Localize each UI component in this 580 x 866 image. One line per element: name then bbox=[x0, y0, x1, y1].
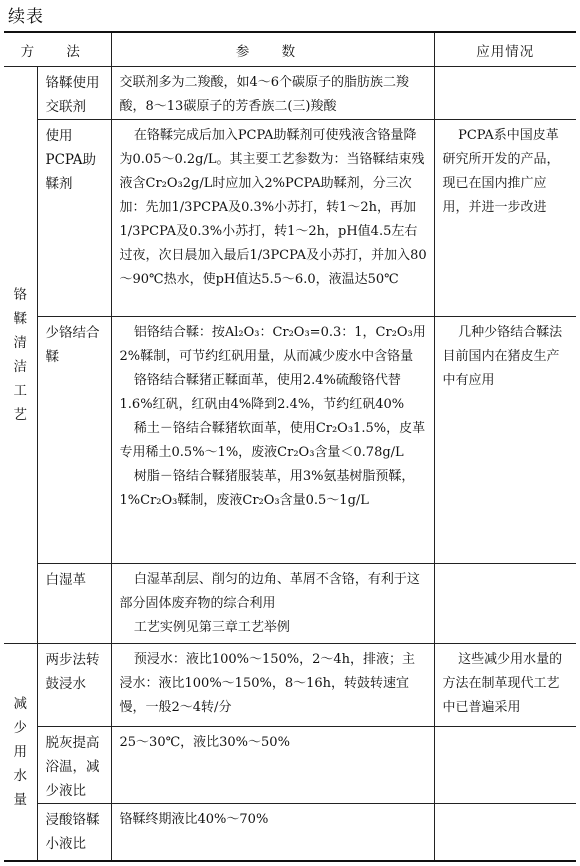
params-text: 交联剂多为二羧酸，如4～6个碳原子的脂肪族二羧酸，8～13碳原子的芳香族二(三)羧酸 bbox=[119, 75, 410, 114]
params-cell bbox=[111, 120, 434, 317]
application-cell: 这些减少用水量的方法在制革现代工艺中已普遍采用 bbox=[434, 644, 576, 727]
category-label: 铬鞣清洁工艺 bbox=[13, 287, 27, 423]
params-text: 铬鞣终期液比40%～70% bbox=[119, 812, 269, 827]
params-text: 白湿革刮层、削匀的边角、革屑不含铬，有利于这部分固体废弃物的综合利用 bbox=[119, 572, 420, 611]
method-cell: 少铬结合鞣 bbox=[37, 317, 111, 564]
params-cell bbox=[111, 644, 434, 727]
params-text: 铝铬结合鞣：按Al₂O₃：Cr₂O₃=0.3：1，Cr₂O₃用2%鞣制，可节约红矾用量，从而减少废水中含铬量 bbox=[119, 325, 426, 364]
application-cell bbox=[434, 564, 576, 644]
application-cell bbox=[434, 727, 576, 804]
table-row bbox=[4, 317, 576, 564]
params-text: 在铬鞣完成后加入PCPA助鞣剂可使残液含铬量降为0.05～0.2g/L。其主要工艺参数为：当铬鞣结束残液含Cr₂O₃2g/L时应加入2%PCPA助鞣剂，分三次加：先加1/3PCPA及0.3%小苏打，转1～2h，再加1/3PCPA及0.3%小苏打，转1～2h，pH值4.5左右过夜，次日晨加入最后1/3PCPA及小苏打，并加入80～90℃热水，使pH值达5.5～6.0，液温达50℃ bbox=[119, 128, 427, 287]
params-cell bbox=[111, 564, 434, 644]
header-application: 应用情况 bbox=[434, 32, 576, 67]
method-cell: 浸酸铬鞣小液比 bbox=[37, 804, 111, 862]
table-row bbox=[4, 120, 576, 317]
application-cell: 几种少铬结合鞣法目前国内在猪皮生产中有应用 bbox=[434, 317, 576, 564]
method-cell: 白湿革 bbox=[37, 564, 111, 644]
params-text: 工艺实例见第三章工艺举例 bbox=[133, 620, 290, 635]
header-params: 参 数 bbox=[111, 32, 434, 67]
method-cell: 脱灰提高浴温，减少液比 bbox=[37, 727, 111, 804]
params-text: 25～30℃，液比30%～50% bbox=[119, 735, 290, 750]
table-row bbox=[4, 564, 576, 644]
table-row bbox=[4, 644, 576, 727]
table-row bbox=[4, 67, 576, 120]
category-cell bbox=[4, 67, 37, 644]
params-text: 铬铬结合鞣猪正鞣面革，使用2.4%硫酸铬代替1.6%红矾，红矾由4%降到2.4%，节约红矾40% bbox=[119, 373, 405, 412]
params-text: 预浸水：液比100%～150%，2～4h，排液；主浸水：液比100%～150%，8～16h，转鼓转速宜慢，一般2～4转/分 bbox=[119, 652, 416, 715]
params-text: 树脂－铬结合鞣猪服装革，用3%氨基树脂预鞣，1%Cr₂O₃鞣制，废液Cr₂O₃含量0.5～1g/L bbox=[119, 469, 415, 508]
table-row bbox=[4, 804, 576, 862]
category-label: 减少用水量 bbox=[13, 696, 27, 808]
method-cell: 铬鞣使用交联剂 bbox=[37, 67, 111, 120]
application-cell: PCPA系中国皮革研究所开发的产品，现已在国内推广应用，并进一步改进 bbox=[434, 120, 576, 317]
params-text: 稀土－铬结合鞣猪软面革，使用Cr₂O₃1.5%，皮革专用稀土0.5%～1%，废液Cr₂O₃含量＜0.78g/L bbox=[119, 421, 426, 460]
application-cell bbox=[434, 804, 576, 862]
header-row bbox=[4, 32, 576, 67]
method-cell: 两步法转鼓浸水 bbox=[37, 644, 111, 727]
header-method: 方 法 bbox=[4, 32, 111, 67]
params-cell bbox=[111, 804, 434, 862]
params-cell bbox=[111, 317, 434, 564]
process-table bbox=[4, 31, 576, 862]
table-row bbox=[4, 727, 576, 804]
params-cell bbox=[111, 727, 434, 804]
category-cell bbox=[4, 644, 37, 862]
table-caption: 续表 bbox=[8, 7, 44, 27]
params-cell bbox=[111, 67, 434, 120]
application-cell bbox=[434, 67, 576, 120]
method-cell: 使用PCPA助鞣剂 bbox=[37, 120, 111, 317]
